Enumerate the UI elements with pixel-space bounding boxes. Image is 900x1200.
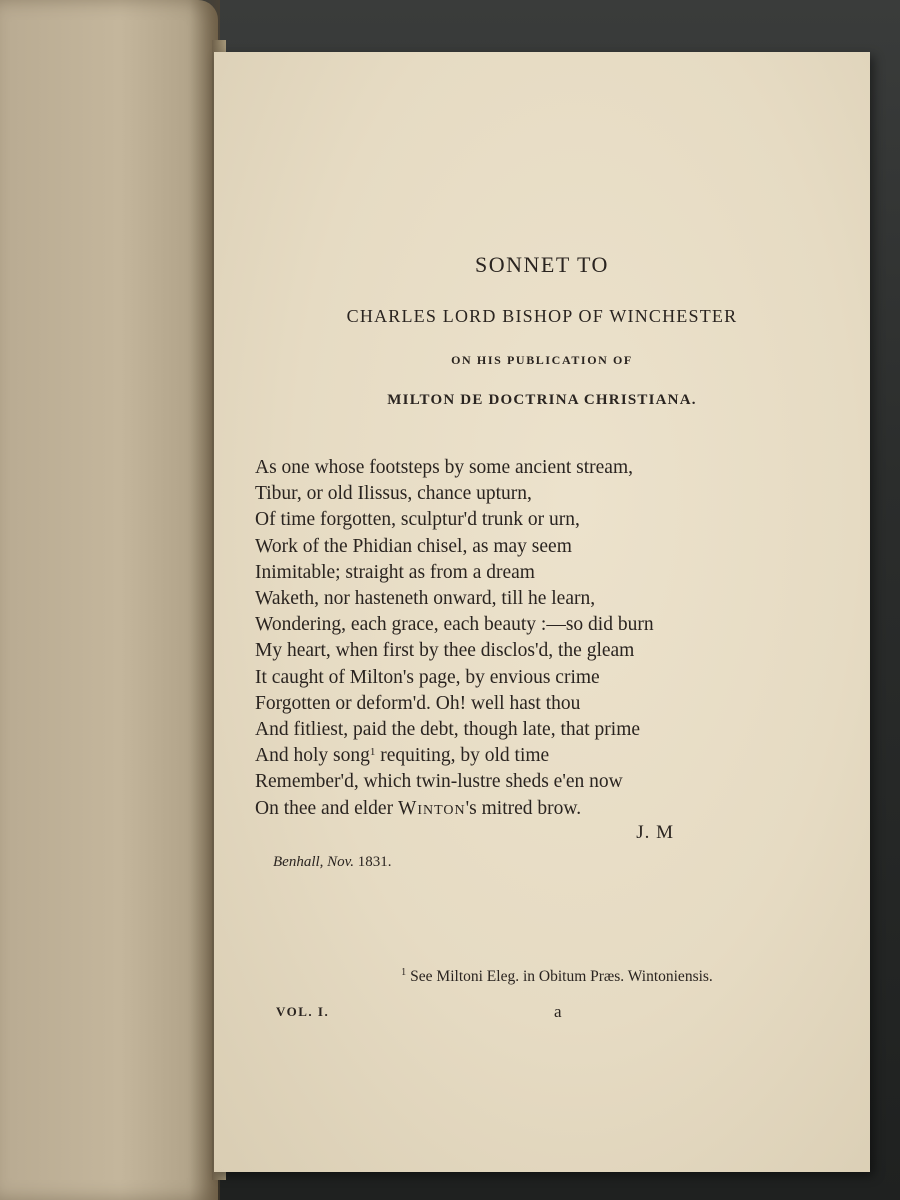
poem [255, 455, 755, 822]
footnote-text: See Miltoni Eleg. in Obitum Præs. Wintoniensis. [410, 968, 713, 985]
work-title-line: MILTON DE DOCTRINA CHRISTIANA. [387, 392, 697, 408]
poem-line-part: And holy song [255, 745, 370, 767]
book-page [214, 52, 870, 1172]
footnote [214, 968, 870, 986]
poem-line: And fitliest, paid the debt, though late, that prime [255, 719, 641, 741]
poem-line: Tibur, or old Ilissus, chance upturn, [255, 483, 532, 505]
poem-line: As one whose footsteps by some ancient stream, [255, 457, 634, 478]
poem-line: Inimitable; straight as from a dream [255, 561, 535, 583]
year-text: 1831. [357, 854, 392, 870]
poem-line-final [255, 796, 755, 822]
place-text: Benhall, Nov. [273, 854, 354, 870]
poem-line: Wondering, each grace, each beauty :—so did burn [255, 614, 654, 636]
facing-page [0, 0, 218, 1200]
poem-line-with-footnote [255, 743, 755, 769]
page-title: SONNET TO [475, 252, 609, 277]
place-and-date [273, 854, 391, 871]
poem-line-part: 's mitred brow. [465, 797, 582, 819]
poem-line: Remember'd, which twin-lustre sheds e'en now [255, 771, 623, 793]
dedicatee-line: CHARLES LORD BISHOP OF WINCHESTER [346, 306, 738, 326]
gathering-signature: a [554, 1002, 562, 1021]
poem-line: Of time forgotten, sculptur'd trunk or urn, [255, 509, 580, 531]
poem-line-part: requiting, by old time [375, 745, 550, 767]
volume-mark: VOL. I. [276, 1004, 330, 1019]
footnote-reference: 1 [369, 746, 376, 759]
poem-line: It caught of Milton's page, by envious crime [255, 666, 600, 688]
poem-line: Forgotten or deform'd. Oh! well hast thou [255, 692, 581, 714]
page-content [214, 52, 870, 1172]
author-initials: J. M [636, 822, 674, 843]
poem-line: Work of the Phidian chisel, as may seem [255, 535, 572, 557]
small-caps-name: Winton [397, 797, 466, 819]
occasion-line: ON HIS PUBLICATION OF [451, 353, 633, 367]
poem-line-part: On thee and elder [255, 797, 398, 819]
footnote-marker: 1 [401, 967, 407, 978]
poem-line: Waketh, nor hasteneth onward, till he learn, [255, 588, 596, 610]
poem-line: My heart, when first by thee disclos'd, the gleam [255, 640, 635, 662]
